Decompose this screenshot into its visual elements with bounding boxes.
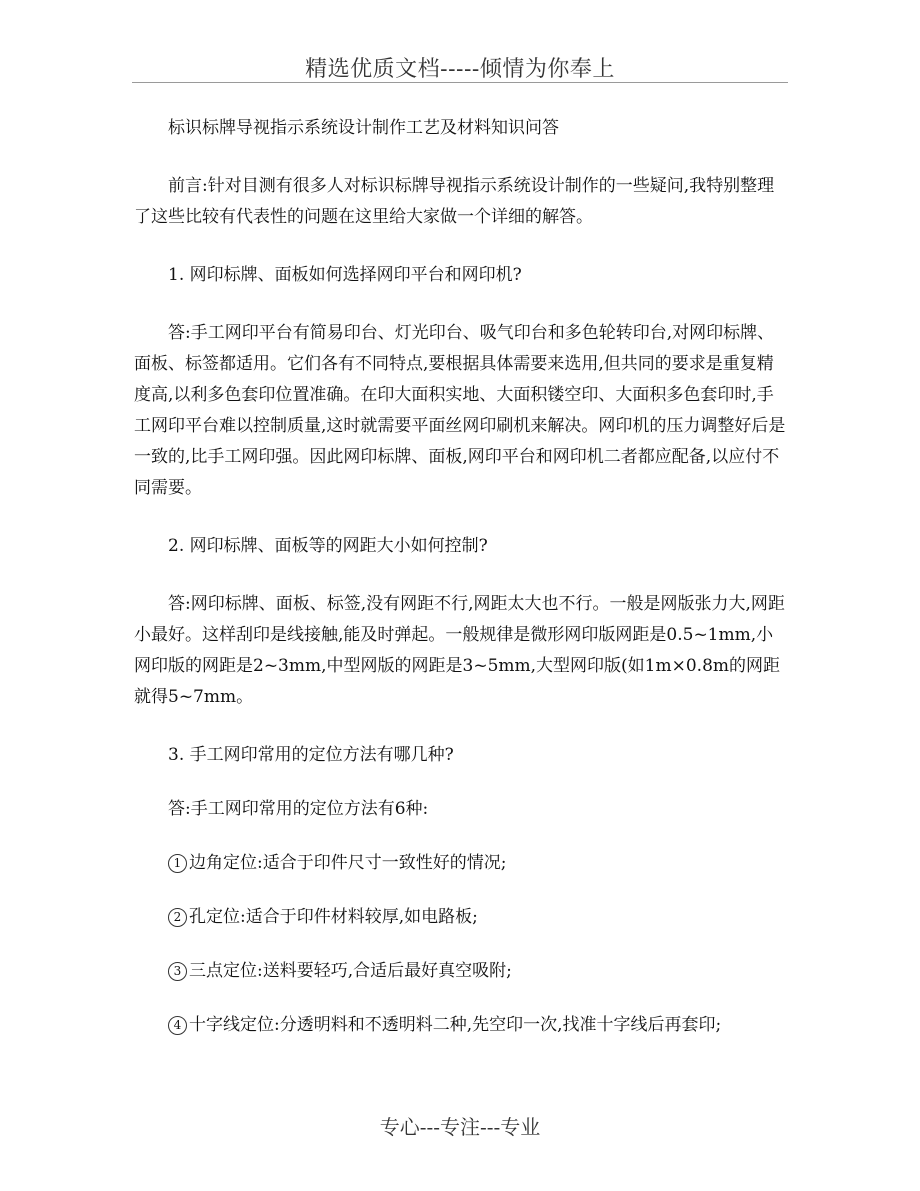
- circled-number: 2: [168, 908, 187, 927]
- question-1: 1. 网印标牌、面板如何选择网印平台和网印机?: [168, 265, 522, 285]
- page-footer: 专心---专注---专业: [379, 1115, 541, 1139]
- circled-number: 1: [168, 854, 187, 873]
- method-item: [134, 848, 786, 879]
- method-text: 三点定位:送料要轻巧,合适后最好真空吸附;: [189, 961, 512, 981]
- question-2: 2. 网印标牌、面板等的网距大小如何控制?: [168, 536, 488, 556]
- answer-2: 答:网印标牌、面板、标签,没有网距不行,网距太大也不行。一般是网版张力大,网距小最好。这样刮印是线接触,能及时弹起。一般规律是微形网印版网距是0.5~1mm,小网印版的网距是2~3mm,中型网版的网距是3~5mm,大型网印版(如1m×0.8m的网距就得5~7mm。: [134, 594, 785, 707]
- method-text: 十字线定位:分透明料和不透明料二种,先空印一次,找准十字线后再套印;: [189, 1015, 722, 1035]
- circled-number: 3: [168, 962, 187, 981]
- preface-paragraph: 前言:针对目测有很多人对标识标牌导视指示系统设计制作的一些疑问,我特别整理了这些比较有代表性的问题在这里给大家做一个详细的解答。: [134, 176, 775, 227]
- question-3: 3. 手工网印常用的定位方法有哪几种?: [168, 745, 454, 765]
- method-item: [134, 902, 786, 933]
- method-item: [134, 956, 786, 987]
- answer-3-intro: 答:手工网印常用的定位方法有6种:: [168, 799, 429, 819]
- method-text: 孔定位:适合于印件材料较厚,如电路板;: [189, 907, 478, 927]
- circled-number: 4: [168, 1016, 187, 1035]
- document-title: 标识标牌导视指示系统设计制作工艺及材料知识问答: [168, 118, 559, 138]
- header-divider: [132, 82, 788, 83]
- method-item: [134, 1010, 786, 1041]
- method-text: 边角定位:适合于印件尺寸一致性好的情况;: [189, 853, 507, 873]
- page-header: 精选优质文档-----倾情为你奉上: [305, 57, 615, 82]
- answer-1: 答:手工网印平台有简易印台、灯光印台、吸气印台和多色轮转印台,对网印标牌、面板、标签都适用。它们各有不同特点,要根据具体需要来选用,但共同的要求是重复精度高,以利多色套印位置准确。在印大面积实地、大面积镂空印、大面积多色套印时,手工网印平台难以控制质量,这时就需要平面丝网印刷机来解决。网印机的压力调整好后是一致的,比手工网印强。因此网印标牌、面板,网印平台和网印机二者都应配备,以应付不同需要。: [134, 323, 786, 498]
- document-body: [134, 113, 786, 1064]
